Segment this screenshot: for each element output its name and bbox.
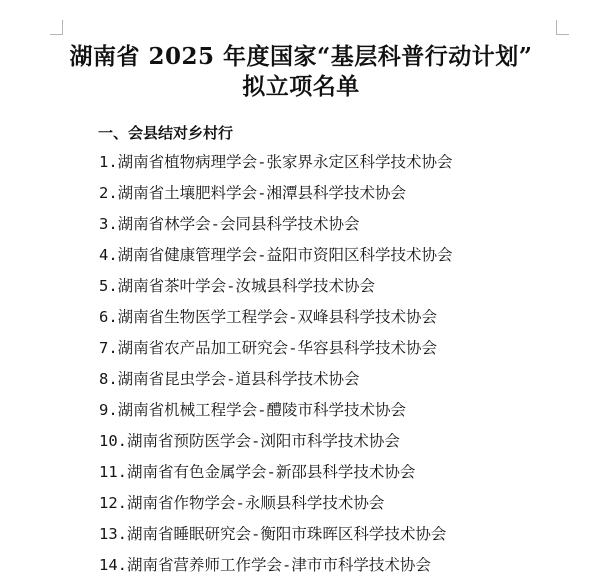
page-corner-mark (50, 20, 63, 35)
list-item: 8.湖南省昆虫学会-道县科学技术协会 (99, 370, 360, 388)
list-item: 5.湖南省茶叶学会-汝城县科学技术协会 (99, 277, 375, 295)
list-item: 10.湖南省预防医学会-浏阳市科学技术协会 (99, 432, 400, 450)
project-list (99, 149, 453, 583)
list-item: 7.湖南省农产品加工研究会-华容县科学技术协会 (99, 339, 437, 357)
list-item: 1.湖南省植物病理学会-张家界永定区科学技术协会 (99, 153, 453, 171)
list-item: 12.湖南省作物学会-永顺县科学技术协会 (99, 494, 385, 512)
section-heading: 一、会县结对乡村行 (98, 124, 234, 142)
list-item: 3.湖南省林学会-会同县科学技术协会 (99, 215, 360, 233)
document-title-line-2: 拟立项名单 (242, 73, 360, 100)
list-item: 9.湖南省机械工程学会-醴陵市科学技术协会 (99, 401, 406, 419)
list-item: 11.湖南省有色金属学会-新邵县科学技术协会 (99, 463, 416, 481)
list-item: 13.湖南省睡眠研究会-衡阳市珠晖区科学技术协会 (99, 525, 447, 543)
list-item: 14.湖南省营养师工作学会-津市市科学技术协会 (99, 556, 431, 574)
page-corner-mark (556, 20, 569, 35)
list-item: 2.湖南省土壤肥料学会-湘潭县科学技术协会 (99, 184, 406, 202)
document-title-line-1: 湖南省 2025 年度国家“基层科普行动计划” (69, 43, 533, 70)
list-item: 6.湖南省生物医学工程学会-双峰县科学技术协会 (99, 308, 437, 326)
list-item: 4.湖南省健康管理学会-益阳市资阳区科学技术协会 (99, 246, 453, 264)
